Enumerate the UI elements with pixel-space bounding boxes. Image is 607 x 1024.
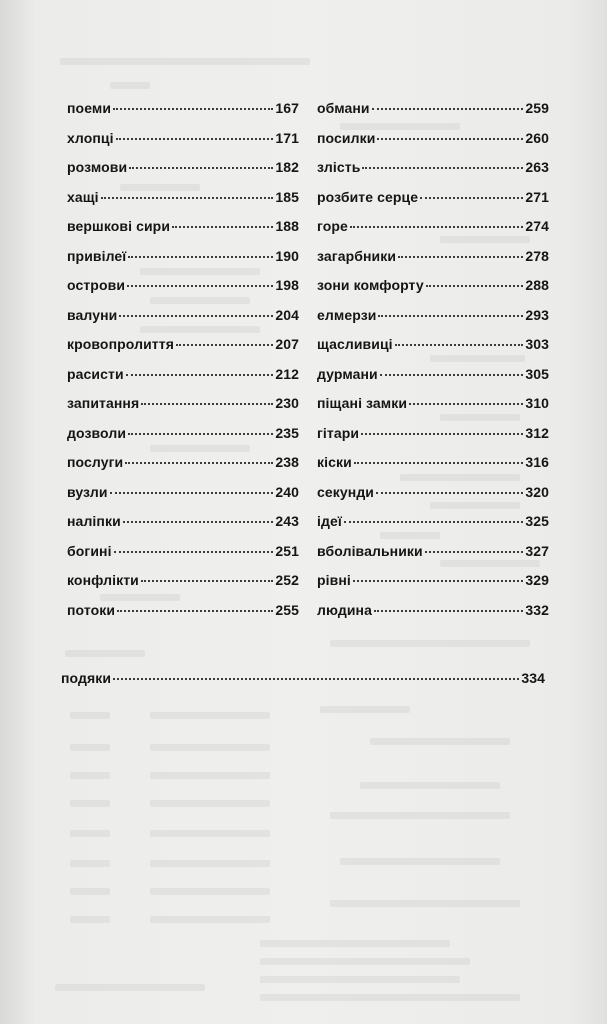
toc-left-column xyxy=(67,100,299,631)
toc-page-number: 190 xyxy=(275,247,299,264)
toc-entry xyxy=(67,336,299,366)
toc-term: ідеї xyxy=(317,513,342,529)
dot-leader xyxy=(395,344,524,346)
dot-leader xyxy=(123,521,274,523)
toc-entry xyxy=(67,454,299,484)
dot-leader xyxy=(117,610,273,612)
dot-leader xyxy=(128,433,273,435)
toc-page-number: 251 xyxy=(275,542,299,559)
toc-term: елмерзи xyxy=(317,306,377,323)
dot-leader xyxy=(374,610,523,612)
toc-term: расисти xyxy=(67,365,124,382)
toc-entry xyxy=(67,218,299,248)
toc-term: привілеї xyxy=(67,247,127,264)
toc-term: людина xyxy=(317,601,373,618)
toc-page-number: 305 xyxy=(525,365,549,382)
toc-term: розмови xyxy=(67,159,128,175)
toc-entry xyxy=(317,189,549,219)
toc-term: обмани xyxy=(317,100,370,116)
toc-term: піщані замки xyxy=(317,395,408,411)
dot-leader xyxy=(344,521,523,523)
toc-page-number: 327 xyxy=(525,542,549,559)
toc-entry xyxy=(317,454,549,484)
dot-leader xyxy=(378,315,523,317)
toc-entry xyxy=(67,543,299,573)
toc-right-column xyxy=(317,100,549,631)
toc-page-number: 198 xyxy=(275,277,299,293)
toc-entry xyxy=(317,572,549,602)
toc-entry xyxy=(67,100,299,130)
dot-leader xyxy=(114,551,274,553)
toc-page-number: 274 xyxy=(525,218,549,234)
dot-leader xyxy=(398,256,523,258)
toc-entry-acknowledgements xyxy=(61,670,545,700)
dot-leader xyxy=(376,492,523,494)
toc-entry xyxy=(67,513,299,543)
toc-page-number: 182 xyxy=(275,159,299,175)
toc-page-number: 240 xyxy=(275,483,299,500)
dot-leader xyxy=(426,285,524,287)
toc-entry xyxy=(317,130,549,160)
toc-page-number: 310 xyxy=(525,395,549,411)
dot-leader xyxy=(377,138,523,140)
toc-page-number: 316 xyxy=(525,454,549,470)
toc-term: рівні xyxy=(317,572,351,588)
toc-term: острови xyxy=(67,277,126,293)
toc-term: зони комфорту xyxy=(317,277,424,293)
toc-entry xyxy=(317,484,549,514)
dot-leader xyxy=(361,433,523,435)
dot-leader xyxy=(116,138,274,140)
dot-leader xyxy=(350,226,523,228)
toc-entry xyxy=(317,543,549,573)
toc-page-number: 334 xyxy=(521,670,545,686)
dot-leader xyxy=(362,167,523,169)
toc-entry xyxy=(67,395,299,425)
toc-page-number: 260 xyxy=(525,129,549,146)
toc-term: кровопролиття xyxy=(67,336,174,352)
toc-page-number: 329 xyxy=(525,572,549,588)
toc-page-number: 207 xyxy=(275,336,299,352)
toc-page-number: 188 xyxy=(275,218,299,234)
dot-leader xyxy=(141,403,273,405)
toc-entry xyxy=(67,602,299,632)
toc-term: дурмани xyxy=(317,365,378,382)
toc-page-number: 325 xyxy=(525,513,549,529)
dot-leader xyxy=(110,492,274,494)
toc-term: валуни xyxy=(67,306,118,323)
toc-entry xyxy=(317,159,549,189)
dot-leader xyxy=(101,197,274,199)
dot-leader xyxy=(119,315,273,317)
toc-term: гітари xyxy=(317,424,360,441)
toc-entry xyxy=(317,307,549,337)
toc-page-number: 167 xyxy=(275,100,299,116)
dot-leader xyxy=(380,374,524,376)
dot-leader xyxy=(127,285,273,287)
toc-entry xyxy=(317,513,549,543)
toc-entry xyxy=(317,366,549,396)
toc-term: подяки xyxy=(61,670,112,686)
dot-leader xyxy=(126,374,274,376)
dot-leader xyxy=(113,678,519,680)
toc-page-number: 303 xyxy=(525,336,549,352)
toc-term: богині xyxy=(67,542,112,559)
toc-page-number: 312 xyxy=(525,424,549,441)
toc-term: розбите серце xyxy=(317,188,419,205)
toc-final-row xyxy=(61,670,545,700)
dot-leader xyxy=(172,226,273,228)
dot-leader xyxy=(353,580,523,582)
dot-leader xyxy=(425,551,524,553)
toc-page-number: 263 xyxy=(525,159,549,175)
toc-entry xyxy=(317,277,549,307)
dot-leader xyxy=(176,344,273,346)
toc-term: дозволи xyxy=(67,424,127,441)
toc-term: послуги xyxy=(67,454,124,470)
toc-term: посилки xyxy=(317,129,376,146)
toc-term: загарбники xyxy=(317,247,397,264)
toc-term: горе xyxy=(317,218,348,234)
toc-term: злість xyxy=(317,159,361,175)
toc-entry xyxy=(317,602,549,632)
toc-term: щасливиці xyxy=(317,336,393,352)
toc-term: поеми xyxy=(67,100,112,116)
toc-term: конфлікти xyxy=(67,572,139,588)
toc-page-number: 259 xyxy=(525,100,549,116)
dot-leader xyxy=(409,403,523,405)
toc-term: секунди xyxy=(317,483,375,500)
toc-entry xyxy=(67,159,299,189)
toc-term: вузли xyxy=(67,483,108,500)
toc-term: вболівальники xyxy=(317,542,423,559)
toc-term: запитання xyxy=(67,395,140,411)
toc-page-number: 185 xyxy=(275,188,299,205)
toc-entry xyxy=(67,366,299,396)
toc-entry xyxy=(67,277,299,307)
toc-page-number: 288 xyxy=(525,277,549,293)
toc-entry xyxy=(67,248,299,278)
toc-page-number: 278 xyxy=(525,247,549,264)
toc-page-number: 271 xyxy=(525,188,549,205)
toc-term: хащі xyxy=(67,188,99,205)
toc-entry xyxy=(67,307,299,337)
toc-entry xyxy=(67,572,299,602)
toc-page-number: 255 xyxy=(275,601,299,618)
toc-term: вершкові сири xyxy=(67,218,171,234)
toc-page-number: 238 xyxy=(275,454,299,470)
toc-page-number: 204 xyxy=(275,306,299,323)
toc-entry xyxy=(317,336,549,366)
dot-leader xyxy=(141,580,273,582)
toc-page-number: 332 xyxy=(525,601,549,618)
toc-page-number: 243 xyxy=(275,513,299,529)
dot-leader xyxy=(125,462,273,464)
dot-leader xyxy=(128,256,273,258)
toc-entry xyxy=(67,130,299,160)
toc-page-number: 235 xyxy=(275,424,299,441)
toc-page-number: 320 xyxy=(525,483,549,500)
toc-page-number: 230 xyxy=(275,395,299,411)
toc-entry xyxy=(317,100,549,130)
dot-leader xyxy=(113,108,273,110)
toc-entry xyxy=(317,395,549,425)
toc-entry xyxy=(317,425,549,455)
toc-entry xyxy=(317,248,549,278)
toc-term: хлопці xyxy=(67,129,114,146)
dot-leader xyxy=(420,197,523,199)
dot-leader xyxy=(354,462,524,464)
toc-term: наліпки xyxy=(67,513,121,529)
toc-entry xyxy=(67,189,299,219)
toc-page-number: 252 xyxy=(275,572,299,588)
toc-page-number: 212 xyxy=(275,365,299,382)
toc-page-number: 293 xyxy=(525,306,549,323)
toc-entry xyxy=(317,218,549,248)
dot-leader xyxy=(129,167,273,169)
toc-page-number: 171 xyxy=(275,129,299,146)
toc-entry xyxy=(67,425,299,455)
toc-entry xyxy=(67,484,299,514)
toc-term: потоки xyxy=(67,601,116,618)
toc-term: кіски xyxy=(317,454,352,470)
dot-leader xyxy=(372,108,524,110)
